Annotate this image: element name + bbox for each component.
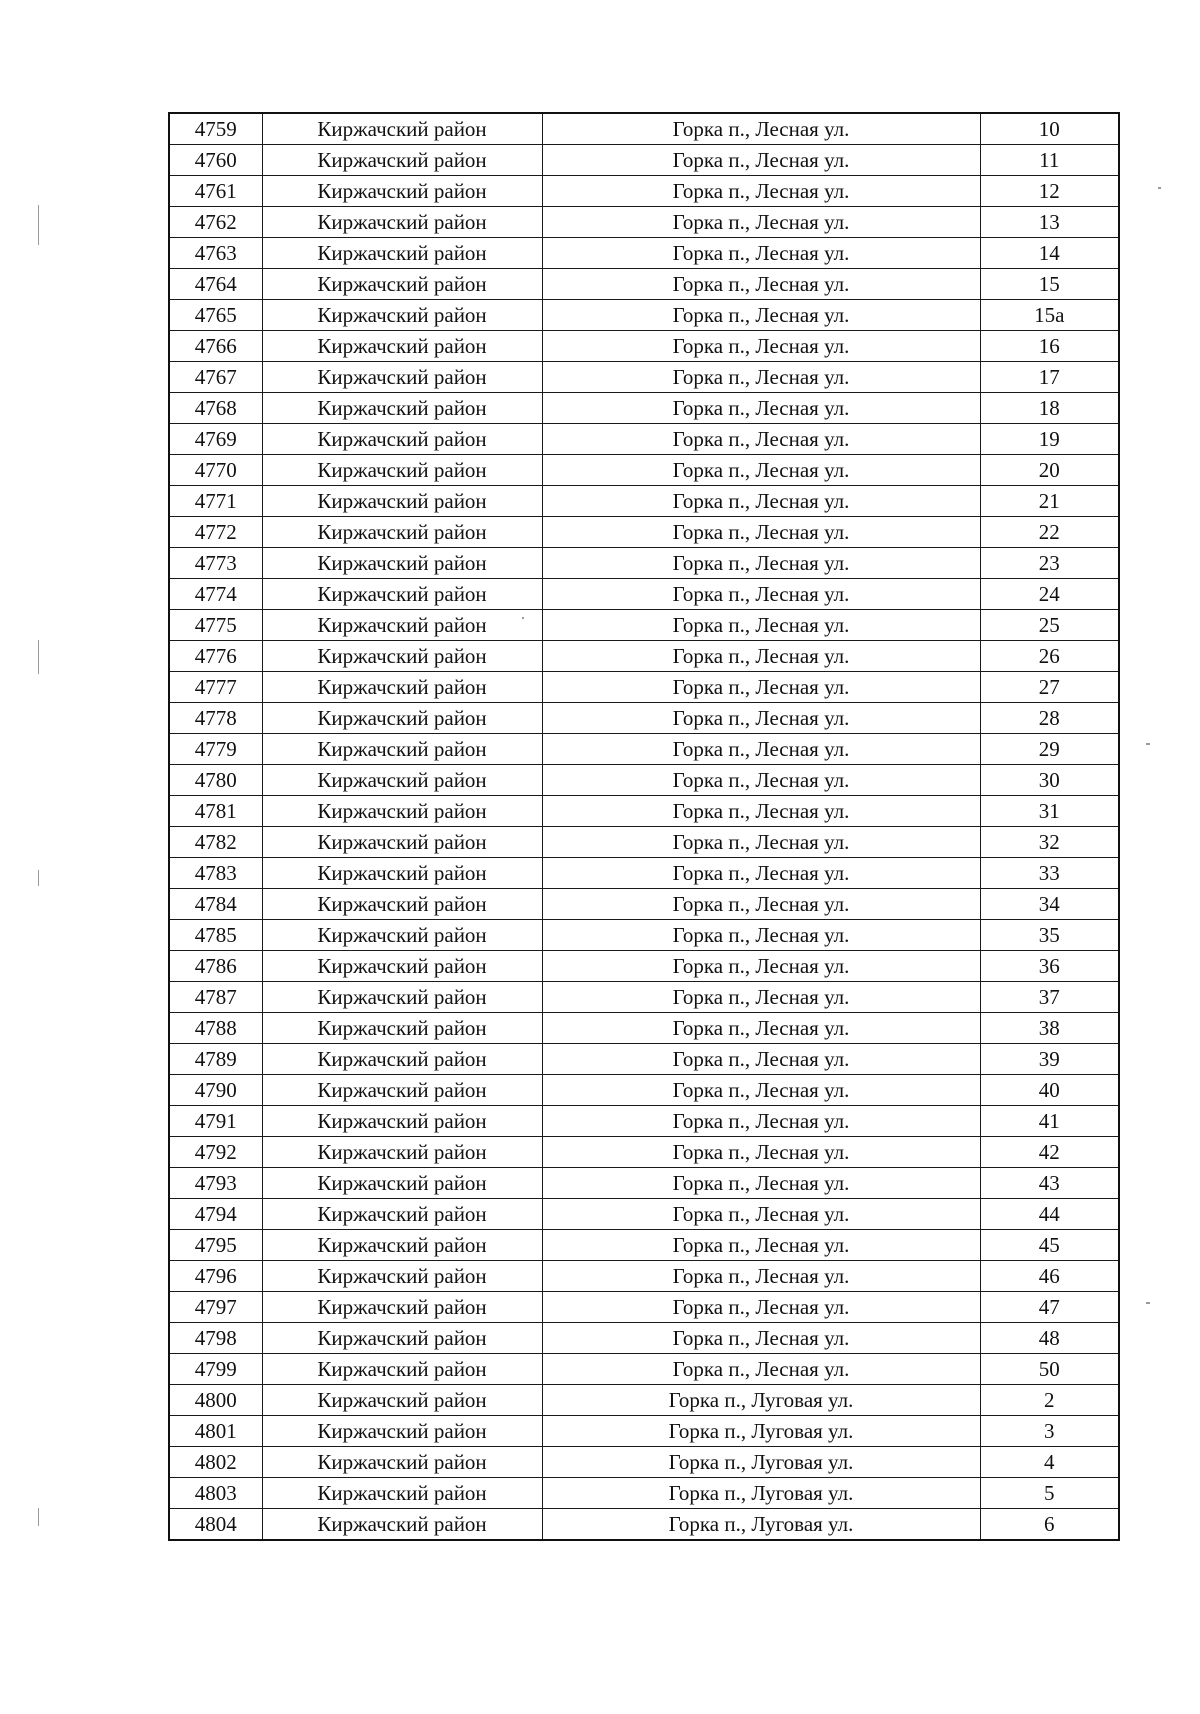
house-number-cell: 35 [980, 920, 1119, 951]
record-number-cell: 4775 [169, 610, 262, 641]
district-cell: Киржачский район [262, 920, 542, 951]
table-row [169, 796, 1119, 827]
table-row [169, 579, 1119, 610]
record-number-cell: 4794 [169, 1199, 262, 1230]
table-row [169, 889, 1119, 920]
record-number-cell: 4803 [169, 1478, 262, 1509]
address-cell: Горка п., Лесная ул. [542, 889, 980, 920]
address-cell: Горка п., Лесная ул. [542, 734, 980, 765]
record-number-cell: 4793 [169, 1168, 262, 1199]
district-cell: Киржачский район [262, 579, 542, 610]
district-cell: Киржачский район [262, 703, 542, 734]
table-row [169, 982, 1119, 1013]
table-row [169, 1075, 1119, 1106]
district-cell: Киржачский район [262, 1075, 542, 1106]
district-cell: Киржачский район [262, 331, 542, 362]
address-cell: Горка п., Лесная ул. [542, 1075, 980, 1106]
address-cell: Горка п., Лесная ул. [542, 920, 980, 951]
table-row [169, 610, 1119, 641]
address-cell: Горка п., Лесная ул. [542, 858, 980, 889]
house-number-cell: 20 [980, 455, 1119, 486]
record-number-cell: 4801 [169, 1416, 262, 1447]
table-row [169, 486, 1119, 517]
record-number-cell: 4760 [169, 145, 262, 176]
district-cell: Киржачский район [262, 1261, 542, 1292]
house-number-cell: 17 [980, 362, 1119, 393]
table-row [169, 703, 1119, 734]
record-number-cell: 4786 [169, 951, 262, 982]
address-cell: Горка п., Лесная ул. [542, 951, 980, 982]
table-row [169, 238, 1119, 269]
record-number-cell: 4768 [169, 393, 262, 424]
record-number-cell: 4789 [169, 1044, 262, 1075]
record-number-cell: 4795 [169, 1230, 262, 1261]
district-cell: Киржачский район [262, 486, 542, 517]
district-cell: Киржачский район [262, 1199, 542, 1230]
district-cell: Киржачский район [262, 1106, 542, 1137]
district-cell: Киржачский район [262, 300, 542, 331]
table-row [169, 300, 1119, 331]
district-cell: Киржачский район [262, 269, 542, 300]
record-number-cell: 4788 [169, 1013, 262, 1044]
district-cell: Киржачский район [262, 1044, 542, 1075]
house-number-cell: 5 [980, 1478, 1119, 1509]
house-number-cell: 25 [980, 610, 1119, 641]
address-cell: Горка п., Лесная ул. [542, 1168, 980, 1199]
address-cell: Горка п., Лесная ул. [542, 424, 980, 455]
district-cell: Киржачский район [262, 424, 542, 455]
district-cell: Киржачский район [262, 113, 542, 145]
scan-artifact [1158, 187, 1161, 189]
district-cell: Киржачский район [262, 238, 542, 269]
house-number-cell: 42 [980, 1137, 1119, 1168]
district-cell: Киржачский район [262, 145, 542, 176]
table-row [169, 455, 1119, 486]
district-cell: Киржачский район [262, 610, 542, 641]
district-cell: Киржачский район [262, 455, 542, 486]
record-number-cell: 4767 [169, 362, 262, 393]
district-cell: Киржачский район [262, 1168, 542, 1199]
address-cell: Горка п., Лесная ул. [542, 1323, 980, 1354]
address-registry-table [168, 112, 1120, 1541]
address-cell: Горка п., Лесная ул. [542, 610, 980, 641]
table-row [169, 1385, 1119, 1416]
address-cell: Горка п., Лесная ул. [542, 1230, 980, 1261]
house-number-cell: 24 [980, 579, 1119, 610]
house-number-cell: 33 [980, 858, 1119, 889]
table-row [169, 1416, 1119, 1447]
address-cell: Горка п., Лесная ул. [542, 982, 980, 1013]
record-number-cell: 4766 [169, 331, 262, 362]
address-cell: Горка п., Луговая ул. [542, 1416, 980, 1447]
house-number-cell: 48 [980, 1323, 1119, 1354]
scan-artifact [38, 1508, 39, 1526]
address-cell: Горка п., Лесная ул. [542, 300, 980, 331]
scan-artifact [1146, 1302, 1150, 1304]
district-cell: Киржачский район [262, 362, 542, 393]
address-cell: Горка п., Лесная ул. [542, 703, 980, 734]
district-cell: Киржачский район [262, 889, 542, 920]
record-number-cell: 4800 [169, 1385, 262, 1416]
house-number-cell: 40 [980, 1075, 1119, 1106]
house-number-cell: 27 [980, 672, 1119, 703]
district-cell: Киржачский район [262, 176, 542, 207]
address-cell: Горка п., Луговая ул. [542, 1509, 980, 1541]
table-row [169, 1478, 1119, 1509]
house-number-cell: 32 [980, 827, 1119, 858]
record-number-cell: 4776 [169, 641, 262, 672]
scan-artifact [1146, 743, 1150, 745]
house-number-cell: 3 [980, 1416, 1119, 1447]
table-row [169, 1137, 1119, 1168]
table-row [169, 1447, 1119, 1478]
record-number-cell: 4770 [169, 455, 262, 486]
record-number-cell: 4782 [169, 827, 262, 858]
table-row [169, 734, 1119, 765]
house-number-cell: 41 [980, 1106, 1119, 1137]
table-row [169, 517, 1119, 548]
record-number-cell: 4774 [169, 579, 262, 610]
table-row [169, 641, 1119, 672]
address-cell: Горка п., Лесная ул. [542, 113, 980, 145]
table-row [169, 113, 1119, 145]
house-number-cell: 34 [980, 889, 1119, 920]
record-number-cell: 4762 [169, 207, 262, 238]
address-cell: Горка п., Лесная ул. [542, 269, 980, 300]
district-cell: Киржачский район [262, 982, 542, 1013]
house-number-cell: 36 [980, 951, 1119, 982]
record-number-cell: 4792 [169, 1137, 262, 1168]
house-number-cell: 43 [980, 1168, 1119, 1199]
district-cell: Киржачский район [262, 827, 542, 858]
house-number-cell: 15 [980, 269, 1119, 300]
table-row [169, 1509, 1119, 1541]
house-number-cell: 14 [980, 238, 1119, 269]
table-row [169, 269, 1119, 300]
record-number-cell: 4791 [169, 1106, 262, 1137]
scan-artifact [38, 205, 39, 245]
address-cell: Горка п., Лесная ул. [542, 672, 980, 703]
address-cell: Горка п., Лесная ул. [542, 641, 980, 672]
table-row [169, 207, 1119, 238]
district-cell: Киржачский район [262, 641, 542, 672]
address-cell: Горка п., Луговая ул. [542, 1447, 980, 1478]
address-cell: Горка п., Лесная ул. [542, 1137, 980, 1168]
table-row [169, 765, 1119, 796]
record-number-cell: 4785 [169, 920, 262, 951]
table-row [169, 920, 1119, 951]
table-row [169, 145, 1119, 176]
house-number-cell: 31 [980, 796, 1119, 827]
house-number-cell: 26 [980, 641, 1119, 672]
table-row [169, 331, 1119, 362]
table-row [169, 1292, 1119, 1323]
address-cell: Горка п., Лесная ул. [542, 548, 980, 579]
district-cell: Киржачский район [262, 207, 542, 238]
house-number-cell: 18 [980, 393, 1119, 424]
address-cell: Горка п., Лесная ул. [542, 765, 980, 796]
house-number-cell: 2 [980, 1385, 1119, 1416]
house-number-cell: 22 [980, 517, 1119, 548]
scan-artifact [522, 617, 524, 619]
record-number-cell: 4796 [169, 1261, 262, 1292]
address-cell: Горка п., Луговая ул. [542, 1385, 980, 1416]
record-number-cell: 4797 [169, 1292, 262, 1323]
record-number-cell: 4783 [169, 858, 262, 889]
house-number-cell: 19 [980, 424, 1119, 455]
table-row [169, 1230, 1119, 1261]
address-cell: Горка п., Лесная ул. [542, 1044, 980, 1075]
record-number-cell: 4759 [169, 113, 262, 145]
house-number-cell: 39 [980, 1044, 1119, 1075]
house-number-cell: 37 [980, 982, 1119, 1013]
address-cell: Горка п., Лесная ул. [542, 393, 980, 424]
house-number-cell: 21 [980, 486, 1119, 517]
address-cell: Горка п., Лесная ул. [542, 207, 980, 238]
district-cell: Киржачский район [262, 734, 542, 765]
record-number-cell: 4780 [169, 765, 262, 796]
district-cell: Киржачский район [262, 1509, 542, 1541]
address-cell: Горка п., Лесная ул. [542, 1261, 980, 1292]
district-cell: Киржачский район [262, 1416, 542, 1447]
record-number-cell: 4769 [169, 424, 262, 455]
district-cell: Киржачский район [262, 1354, 542, 1385]
address-cell: Горка п., Лесная ул. [542, 362, 980, 393]
record-number-cell: 4765 [169, 300, 262, 331]
address-cell: Горка п., Лесная ул. [542, 1106, 980, 1137]
address-cell: Горка п., Лесная ул. [542, 176, 980, 207]
address-cell: Горка п., Лесная ул. [542, 455, 980, 486]
house-number-cell: 46 [980, 1261, 1119, 1292]
district-cell: Киржачский район [262, 393, 542, 424]
address-cell: Горка п., Лесная ул. [542, 1292, 980, 1323]
address-cell: Горка п., Лесная ул. [542, 796, 980, 827]
address-cell: Горка п., Лесная ул. [542, 517, 980, 548]
table-row [169, 1106, 1119, 1137]
house-number-cell: 23 [980, 548, 1119, 579]
table-row [169, 1354, 1119, 1385]
house-number-cell: 13 [980, 207, 1119, 238]
address-cell: Горка п., Лесная ул. [542, 238, 980, 269]
record-number-cell: 4781 [169, 796, 262, 827]
address-cell: Горка п., Лесная ул. [542, 579, 980, 610]
house-number-cell: 6 [980, 1509, 1119, 1541]
house-number-cell: 50 [980, 1354, 1119, 1385]
address-cell: Горка п., Лесная ул. [542, 331, 980, 362]
table-row [169, 1013, 1119, 1044]
address-cell: Горка п., Лесная ул. [542, 486, 980, 517]
house-number-cell: 38 [980, 1013, 1119, 1044]
record-number-cell: 4802 [169, 1447, 262, 1478]
table-row [169, 362, 1119, 393]
district-cell: Киржачский район [262, 1013, 542, 1044]
district-cell: Киржачский район [262, 1447, 542, 1478]
house-number-cell: 29 [980, 734, 1119, 765]
record-number-cell: 4763 [169, 238, 262, 269]
table-row [169, 672, 1119, 703]
district-cell: Киржачский район [262, 1292, 542, 1323]
table-row [169, 548, 1119, 579]
house-number-cell: 47 [980, 1292, 1119, 1323]
record-number-cell: 4771 [169, 486, 262, 517]
record-number-cell: 4799 [169, 1354, 262, 1385]
record-number-cell: 4787 [169, 982, 262, 1013]
house-number-cell: 4 [980, 1447, 1119, 1478]
house-number-cell: 16 [980, 331, 1119, 362]
table-body [169, 113, 1119, 1540]
record-number-cell: 4773 [169, 548, 262, 579]
scan-artifact [38, 640, 39, 674]
table-row [169, 858, 1119, 889]
table-row [169, 827, 1119, 858]
record-number-cell: 4790 [169, 1075, 262, 1106]
district-cell: Киржачский район [262, 951, 542, 982]
district-cell: Киржачский район [262, 796, 542, 827]
district-cell: Киржачский район [262, 1230, 542, 1261]
table-row [169, 424, 1119, 455]
address-cell: Горка п., Лесная ул. [542, 145, 980, 176]
record-number-cell: 4764 [169, 269, 262, 300]
district-cell: Киржачский район [262, 1323, 542, 1354]
district-cell: Киржачский район [262, 1137, 542, 1168]
table-row [169, 1044, 1119, 1075]
house-number-cell: 10 [980, 113, 1119, 145]
house-number-cell: 15а [980, 300, 1119, 331]
table-row [169, 1261, 1119, 1292]
district-cell: Киржачский район [262, 517, 542, 548]
house-number-cell: 30 [980, 765, 1119, 796]
house-number-cell: 12 [980, 176, 1119, 207]
record-number-cell: 4778 [169, 703, 262, 734]
address-cell: Горка п., Лесная ул. [542, 1199, 980, 1230]
table-row [169, 951, 1119, 982]
table-row [169, 1199, 1119, 1230]
table-row [169, 393, 1119, 424]
district-cell: Киржачский район [262, 1478, 542, 1509]
district-cell: Киржачский район [262, 1385, 542, 1416]
record-number-cell: 4798 [169, 1323, 262, 1354]
table-row [169, 1323, 1119, 1354]
address-cell: Горка п., Луговая ул. [542, 1478, 980, 1509]
scan-artifact [38, 870, 39, 886]
district-cell: Киржачский район [262, 858, 542, 889]
record-number-cell: 4777 [169, 672, 262, 703]
district-cell: Киржачский район [262, 672, 542, 703]
house-number-cell: 11 [980, 145, 1119, 176]
address-cell: Горка п., Лесная ул. [542, 1354, 980, 1385]
table-row [169, 1168, 1119, 1199]
record-number-cell: 4779 [169, 734, 262, 765]
address-cell: Горка п., Лесная ул. [542, 1013, 980, 1044]
table-row [169, 176, 1119, 207]
district-cell: Киржачский район [262, 765, 542, 796]
address-cell: Горка п., Лесная ул. [542, 827, 980, 858]
record-number-cell: 4772 [169, 517, 262, 548]
record-number-cell: 4761 [169, 176, 262, 207]
record-number-cell: 4784 [169, 889, 262, 920]
house-number-cell: 28 [980, 703, 1119, 734]
house-number-cell: 45 [980, 1230, 1119, 1261]
house-number-cell: 44 [980, 1199, 1119, 1230]
district-cell: Киржачский район [262, 548, 542, 579]
record-number-cell: 4804 [169, 1509, 262, 1541]
